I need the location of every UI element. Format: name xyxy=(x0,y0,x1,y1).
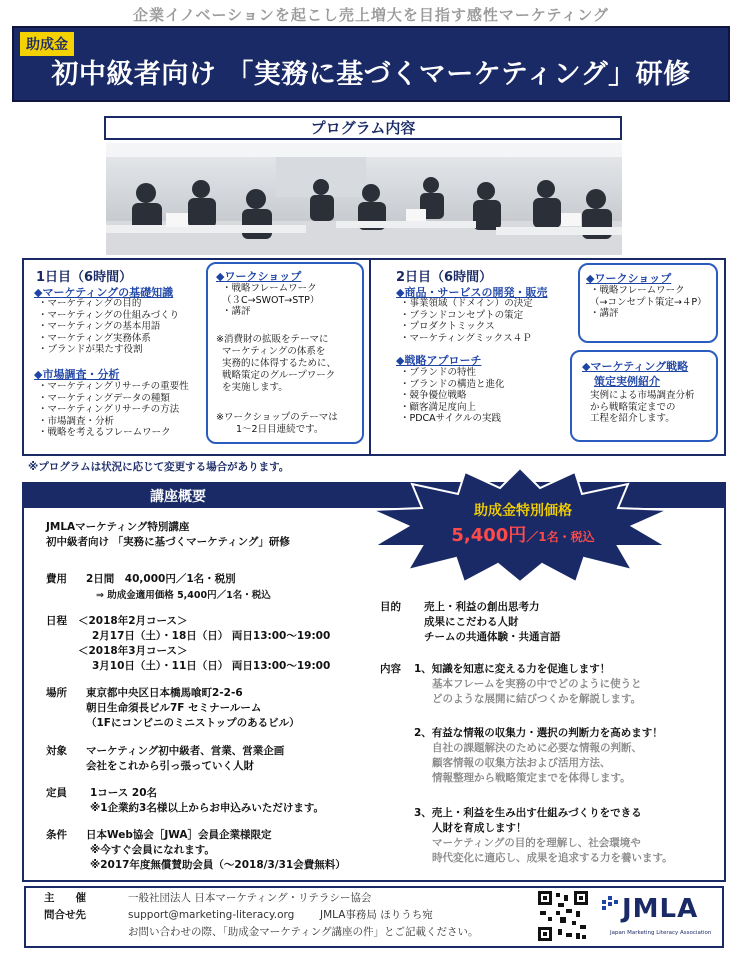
day2-cases-title: ◆マーケティング戦略 xyxy=(582,360,689,373)
content-item-1 xyxy=(414,662,642,707)
target xyxy=(86,744,284,774)
price-line xyxy=(418,521,628,547)
list-item: ・ブランドの構造と進化 xyxy=(400,378,505,390)
schedule-label: 日程 xyxy=(46,615,67,627)
condition-line: 日本Web協会［JWA］会員企業様限定 xyxy=(86,829,272,841)
qr-code xyxy=(536,889,590,943)
day2-cases-list xyxy=(590,390,695,425)
condition-label: 条件 xyxy=(46,829,67,841)
fee-label: 費用 xyxy=(46,573,67,585)
logo-subtext: Japan Marketing Literacy Association xyxy=(610,930,712,936)
list-item: ・戦略フレームワーク xyxy=(222,283,317,294)
content-item-3 xyxy=(414,806,673,866)
content-body: どのような展開に結びつくかを解説します。 xyxy=(432,693,642,705)
contact-office: JMLA事務局 ほりうち宛 xyxy=(320,909,433,921)
venue-line: 朝日生命須長ビル7F セミナールーム xyxy=(86,702,262,714)
price-unit: ／1名・税込 xyxy=(526,530,595,544)
content-body: 自社の課題解決のために必要な情報の判断、 xyxy=(432,742,642,754)
purpose-line: 成果にこだわる人財 xyxy=(424,616,519,628)
inquiry-note: お問い合わせの際、「助成金マーケティング講座の件」とご記載ください。 xyxy=(128,926,479,938)
schedule xyxy=(78,614,330,674)
purpose-line: チームの共通体験・共通言語 xyxy=(424,631,561,643)
list-item: ・マーケティングデータの種類 xyxy=(38,392,170,404)
note-line: 1～2日目連続です。 xyxy=(236,424,324,435)
price-label: 助成金特別価格 xyxy=(474,503,572,519)
course-name xyxy=(46,520,290,550)
day2-section1-title: ◆商品・サービスの開発・販売 xyxy=(396,286,548,299)
target-label: 対象 xyxy=(46,745,67,757)
note-line: ※ワークショップのテーマは xyxy=(216,412,338,423)
list-item: （→コンセプト策定→４P） xyxy=(590,296,707,308)
capacity-line: 1コース 20名 xyxy=(90,787,158,799)
list-item: ・プロダクトミックス xyxy=(400,321,495,333)
feb-course: ＜2018年2月コース＞ xyxy=(78,615,188,627)
day1-title: 1日目（6時間） xyxy=(36,270,133,285)
main-title: 初中級者向け 「実務に基づくマーケティング」研修 xyxy=(51,59,691,90)
list-item: ・ブランドの特性 xyxy=(400,367,477,378)
program-heading: プログラム内容 xyxy=(104,116,622,140)
list-item: ・講評 xyxy=(222,306,251,318)
program-note: ※プログラムは状況に応じて変更する場合があります。 xyxy=(28,461,290,473)
content-head: 2、有益な情報の収集力・選択の判断力を高めます！ xyxy=(414,727,663,739)
fee-value: 2日間 40,000円／1名・税別 xyxy=(86,573,236,585)
subsidy-label: 助成金 xyxy=(20,32,74,56)
content-item-2 xyxy=(414,726,663,786)
list-item: ・マーケティングミックス４Ｐ xyxy=(400,332,532,344)
list-item: ・講評 xyxy=(590,308,619,320)
day1-section1-list xyxy=(38,298,179,356)
day2-section2-list xyxy=(400,367,505,425)
list-item: ・市場調査・分析 xyxy=(38,415,115,427)
list-item: 実例による市場調査分析 xyxy=(590,390,695,401)
content-head: 1、知識を知恵に変える力を促進します！ xyxy=(414,663,611,675)
content-body: 時代変化に適応し、成果を追求する力を養います。 xyxy=(432,852,673,864)
content-body: 基本フレームを実務の中でどのように使うと xyxy=(432,678,642,690)
organizer: 一般社団法人 日本マーケティング・リテラシー協会 xyxy=(128,892,372,904)
content-head: 3、売上・利益を生み出す仕組みづくりをできる xyxy=(414,807,642,819)
condition-line: ※2017年度無償賛助会員（～2018/3/31会費無料） xyxy=(90,859,346,871)
venue-line: （1Fにコンビニのミニストップのあるビル） xyxy=(86,717,300,729)
logo-text: JMLA xyxy=(622,894,699,924)
course-heading: 講座概要 xyxy=(150,489,206,505)
day1-section2-list xyxy=(38,381,189,439)
note-line: を実施します。 xyxy=(222,382,288,393)
list-item: ・マーケティングの基本用語 xyxy=(38,321,161,333)
seminar-photo xyxy=(106,143,622,255)
day1-workshop-note2 xyxy=(216,412,338,436)
program-divider xyxy=(369,260,371,454)
day1-workshop-note xyxy=(216,334,336,394)
condition-line: ※今すぐ会員になれます。 xyxy=(90,844,215,856)
content-body: 情報整理から戦略策定までを体得します。 xyxy=(432,772,631,784)
capacity-line: ※1企業約3名様以上からお申込みいただけます。 xyxy=(90,802,324,814)
list-item: ・戦略フレームワーク xyxy=(590,285,685,296)
list-item: ・ブランドが果たす役割 xyxy=(38,344,143,356)
venue-label: 場所 xyxy=(46,687,67,699)
condition xyxy=(86,828,346,873)
list-item: ・マーケティングの仕組みづくり xyxy=(38,309,180,321)
feb-dates: 2月17日（土）・18日（日） 両日13:00～19:00 xyxy=(92,630,331,642)
day2-title: 2日目（6時間） xyxy=(396,270,493,285)
course-name-line2: 初中級者向け 「実務に基づくマーケティング」研修 xyxy=(46,536,290,548)
day2-section1-list xyxy=(400,298,533,344)
organizer-label: 主 催 xyxy=(44,892,86,904)
list-item: ・マーケティング実務体系 xyxy=(38,332,151,344)
day1-workshop-list xyxy=(222,283,319,318)
list-item: ・事業領域（ドメイン）の決定 xyxy=(400,298,533,309)
day2-section2-title: ◆戦略アプローチ xyxy=(396,354,482,367)
day2-workshop-list xyxy=(590,285,707,320)
content-head: 人財を育成します！ xyxy=(432,822,527,834)
capacity xyxy=(90,786,324,816)
mar-dates: 3月10日（土）・11日（日） 両日13:00～19:00 xyxy=(92,660,331,672)
contact-label: 問合せ先 xyxy=(44,909,86,921)
purpose-label: 目的 xyxy=(380,601,401,613)
day1-workshop-title: ◆ワークショップ xyxy=(216,270,302,283)
note-line: 実務的に体得するために、 xyxy=(222,358,337,369)
contact-email[interactable]: support@marketing-literacy.org xyxy=(128,909,295,921)
tagline: 企業イノベーションを起こし売上増大を目指す感性マーケティング xyxy=(132,6,610,24)
content-label: 内容 xyxy=(380,663,401,675)
list-item: ・マーケティングの目的 xyxy=(38,298,142,309)
day2-workshop-title: ◆ワークショップ xyxy=(586,272,672,285)
venue xyxy=(86,686,300,731)
price-value: 5,400円 xyxy=(451,525,527,546)
list-item: ・顧客満足度向上 xyxy=(400,401,477,413)
list-item: ・ブランドコンセプトの策定 xyxy=(400,309,524,321)
purpose-line: 売上・利益の創出思考力 xyxy=(424,601,540,613)
list-item: ・PDCAサイクルの実践 xyxy=(400,413,502,425)
day1-section2-title: ◆市場調査・分析 xyxy=(34,368,120,381)
list-item: ・戦略を考えるフレームワーク xyxy=(38,427,171,439)
note-line: マーケティングの体系を xyxy=(222,346,326,357)
list-item: ・マーケティングリサーチの重要性 xyxy=(38,381,189,392)
jmla-logo xyxy=(600,890,718,942)
fee-sub: ⇒ 助成金適用価格 5,400円／1名・税込 xyxy=(96,590,271,601)
list-item: ・競争優位戦略 xyxy=(400,390,467,402)
content-body: 顧客情報の収集方法および活用方法、 xyxy=(432,757,611,769)
mar-course: ＜2018年3月コース＞ xyxy=(78,645,188,657)
target-line: 会社をこれから引っ張っていく人財 xyxy=(86,760,254,772)
list-item: （３C→SWOT→STP） xyxy=(222,294,320,306)
course-name-line1: JMLAマーケティング特別講座 xyxy=(46,521,190,533)
purpose xyxy=(424,600,561,645)
day1-section1-title: ◆マーケティングの基礎知識 xyxy=(34,286,174,299)
note-line: 戦略策定のグループワーク xyxy=(222,370,336,381)
list-item: 工程を紹介します。 xyxy=(590,413,675,425)
list-item: から戦略策定までの xyxy=(590,401,676,413)
list-item: ・マーケティングリサーチの方法 xyxy=(38,404,180,416)
venue-line: 東京都中央区日本橋馬喰町2-2-6 xyxy=(86,687,243,699)
capacity-label: 定員 xyxy=(46,787,67,799)
content-body: マーケティングの目的を理解し、社会環境や xyxy=(432,837,641,849)
target-line: マーケティング初中級者、営業、営業企画 xyxy=(86,745,285,757)
note-line: ※消費財の拡販をテーマに xyxy=(216,334,329,345)
day2-cases-title2: 策定実例紹介 xyxy=(594,375,660,388)
